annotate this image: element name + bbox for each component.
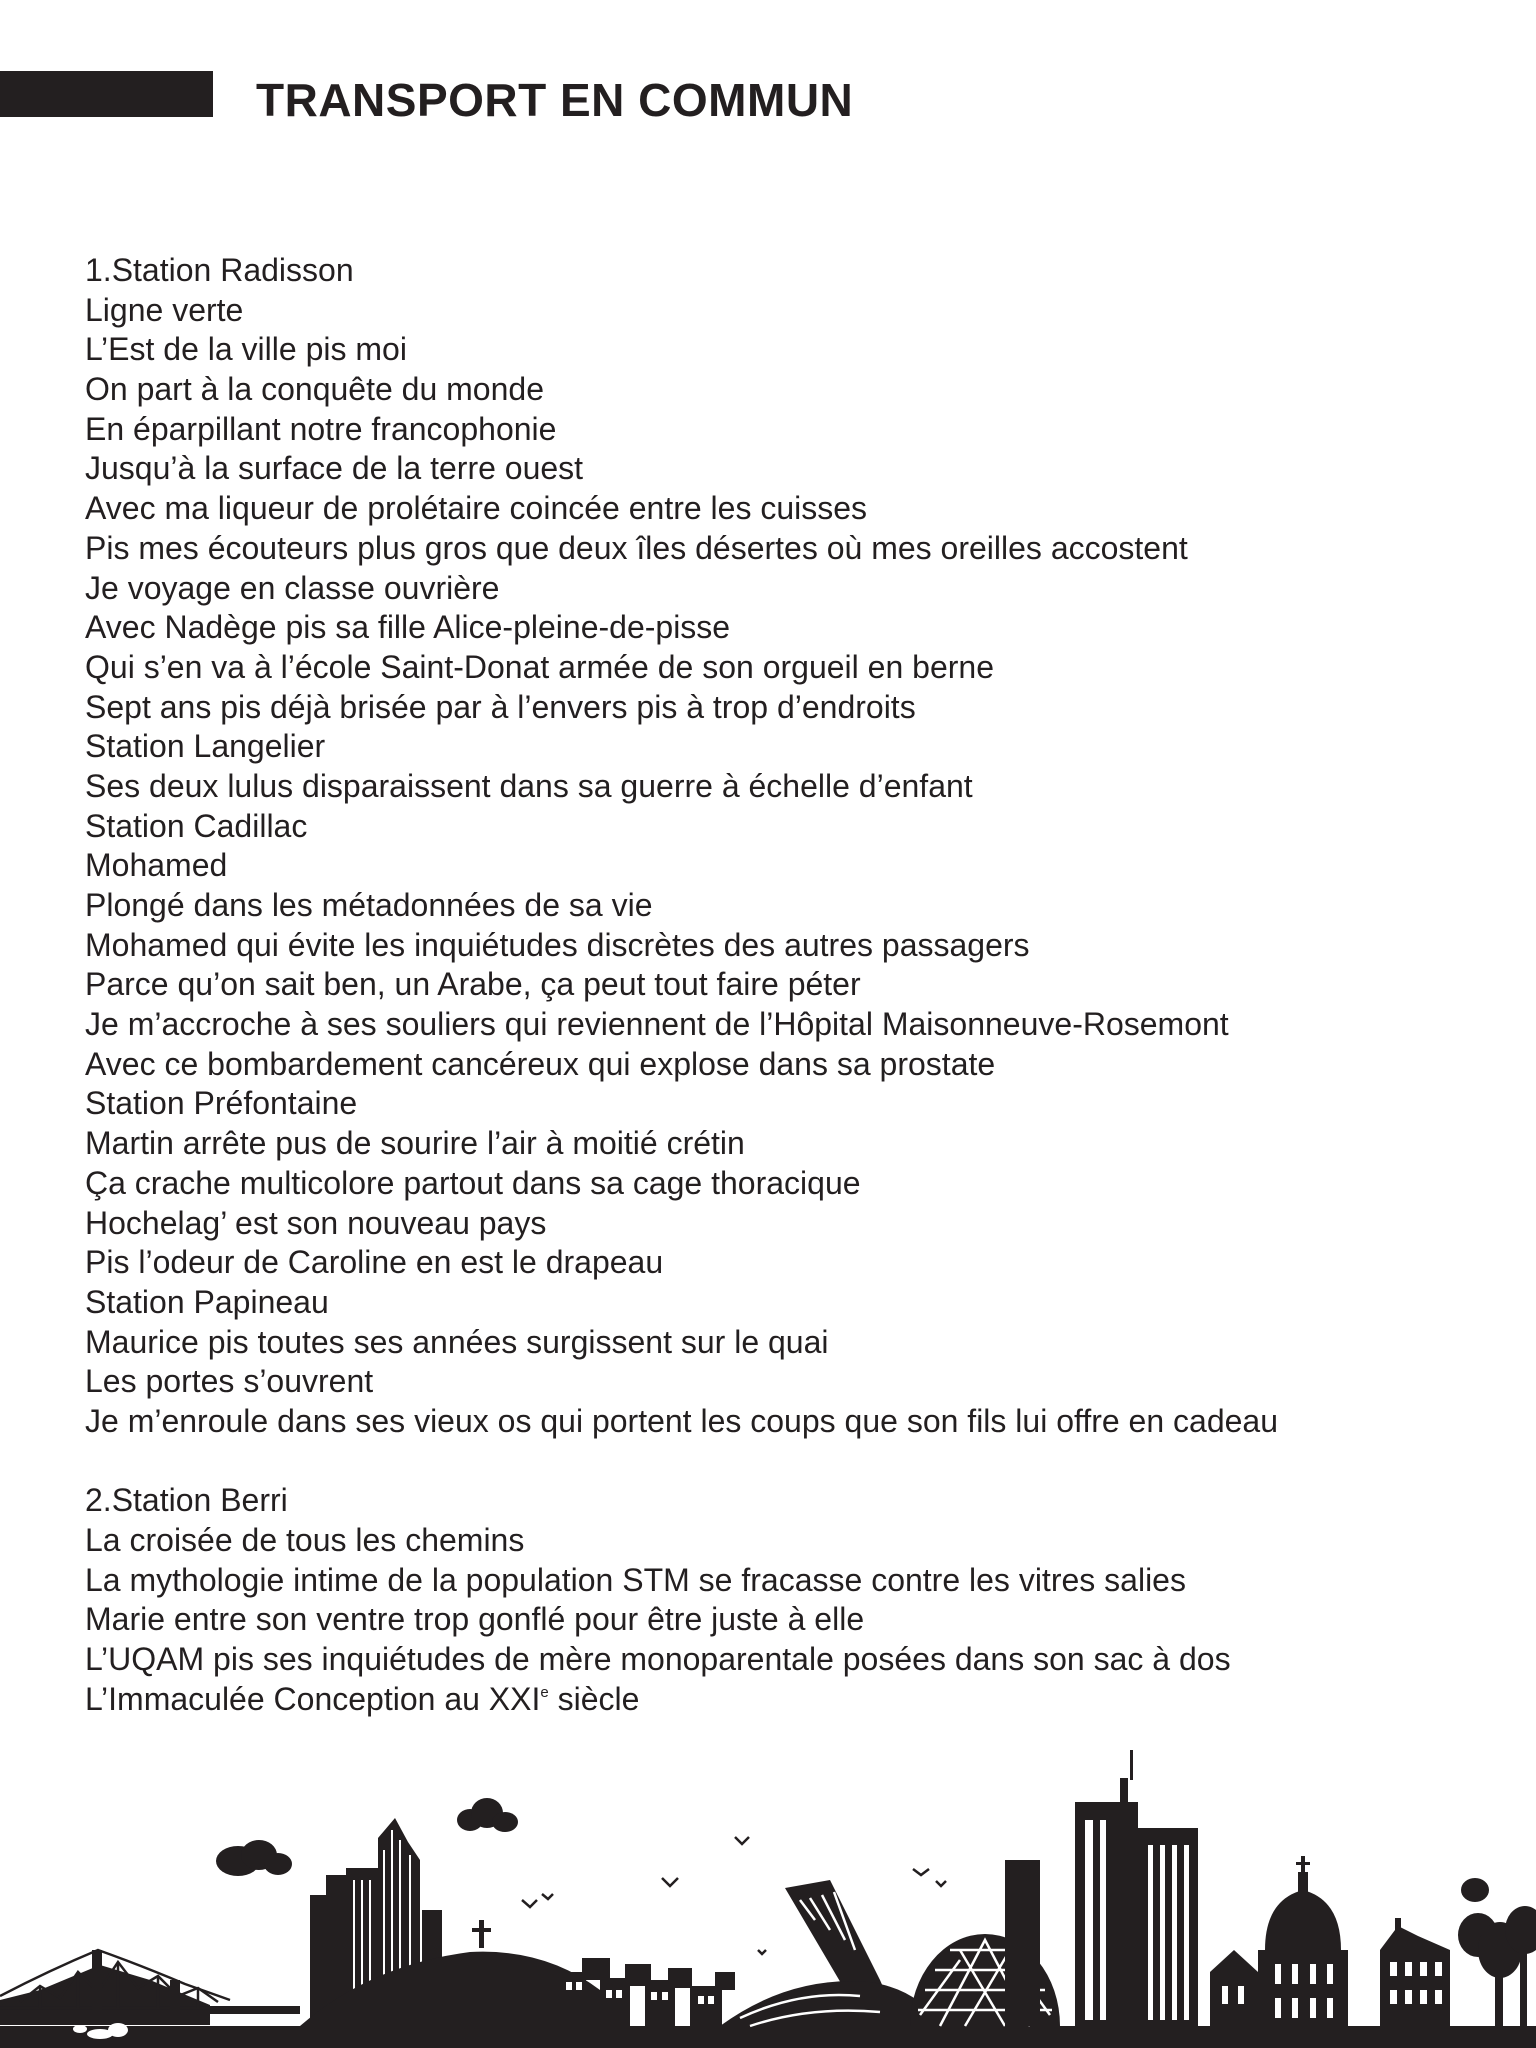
poem-line: 1.Station Radisson [85, 252, 354, 288]
poem-line: 2.Station Berri [85, 1482, 288, 1519]
poem-line: L’Immaculée Conception au XXIe siècle [85, 1680, 640, 1717]
poem-line: On part à la conquête du monde [85, 371, 544, 408]
poem-line: Ses deux lulus disparaissent dans sa guerre à échelle d’enfant [85, 767, 973, 804]
stanza-2 [85, 1481, 1485, 1719]
poem [85, 251, 1485, 1759]
poem-line: Je m’enroule dans ses vieux os qui portent les coups que son fils lui offre en cadeau [85, 1402, 1279, 1439]
poem-line: Je m’accroche à ses souliers qui reviennent de l’Hôpital Maisonneuve-Rosemont [85, 1006, 1229, 1043]
olympic-stadium-icon [720, 1880, 940, 2026]
poem-line: Marie entre son ventre trop gonflé pour être juste à elle [85, 1601, 865, 1638]
poem-line: Martin arrête pus de sourire l’air à moitié crétin [85, 1125, 745, 1162]
poem-line: Je voyage en classe ouvrière [85, 569, 500, 606]
poem-line: Maurice pis toutes ses années surgissent sur le quai [85, 1323, 829, 1360]
poem-line: Avec ma liqueur de prolétaire coincée entre les cuisses [85, 490, 868, 527]
birds-icon [522, 1837, 946, 1954]
trees [1458, 1906, 1536, 2026]
poem-line: Station Préfontaine [85, 1085, 358, 1122]
stanza-number: 1. [85, 252, 112, 288]
poem-line: Mohamed qui évite les inquiétudes discrètes des autres passagers [85, 926, 1030, 963]
montreal-skyline [0, 1750, 1536, 2048]
poem-line: Avec ce bombardement cancéreux qui explose dans sa prostate [85, 1045, 996, 1082]
poem-line: L’Est de la ville pis moi [85, 331, 407, 368]
poem-line: Parce qu’on sait ben, un Arabe, ça peut tout faire péter [85, 966, 861, 1003]
poem-line: En éparpillant notre francophonie [85, 410, 557, 447]
page-title: TRANSPORT EN COMMUN [256, 74, 854, 126]
poem-line: Avec Nadège pis sa fille Alice-pleine-de-pisse [85, 609, 731, 646]
bridge-icon [0, 1950, 300, 2025]
poem-line: Mohamed [85, 847, 228, 884]
poem-line: L’UQAM pis ses inquiétudes de mère monoparentale posées dans son sac à dos [85, 1640, 1231, 1677]
poem-line: Plongé dans les métadonnées de sa vie [85, 887, 653, 923]
poem-line: La croisée de tous les chemins [85, 1521, 525, 1558]
stanza-number: 2. [85, 1482, 112, 1519]
poem-line: Qui s’en va à l’école Saint-Donat armée de son orgueil en berne [85, 648, 994, 685]
poem-line: Sept ans pis déjà brisée par à l’envers pis à trop d’endroits [85, 688, 916, 725]
header-bar [0, 71, 213, 117]
poem-line: Pis l’odeur de Caroline en est le drapeau [85, 1244, 664, 1281]
poem-line: Ça crache multicolore partout dans sa cage thoracique [85, 1164, 861, 1201]
poem-line: Hochelag’ est son nouveau pays [85, 1204, 547, 1241]
poem-line: Station Cadillac [85, 807, 308, 844]
poem-line: Jusqu’à la surface de la terre ouest [85, 450, 584, 487]
poem-line: Pis mes écouteurs plus gros que deux îles désertes où mes oreilles accostent [85, 529, 1188, 566]
poem-line: La mythologie intime de la population STM se fracasse contre les vitres salies [85, 1561, 1186, 1598]
poem-line: Ligne verte [85, 291, 244, 328]
poem-line: Les portes s’ouvrent [85, 1363, 374, 1400]
stanza-1 [85, 251, 1485, 1442]
poem-line: Station Papineau [85, 1283, 329, 1320]
poem-line: Station Langelier [85, 728, 326, 765]
